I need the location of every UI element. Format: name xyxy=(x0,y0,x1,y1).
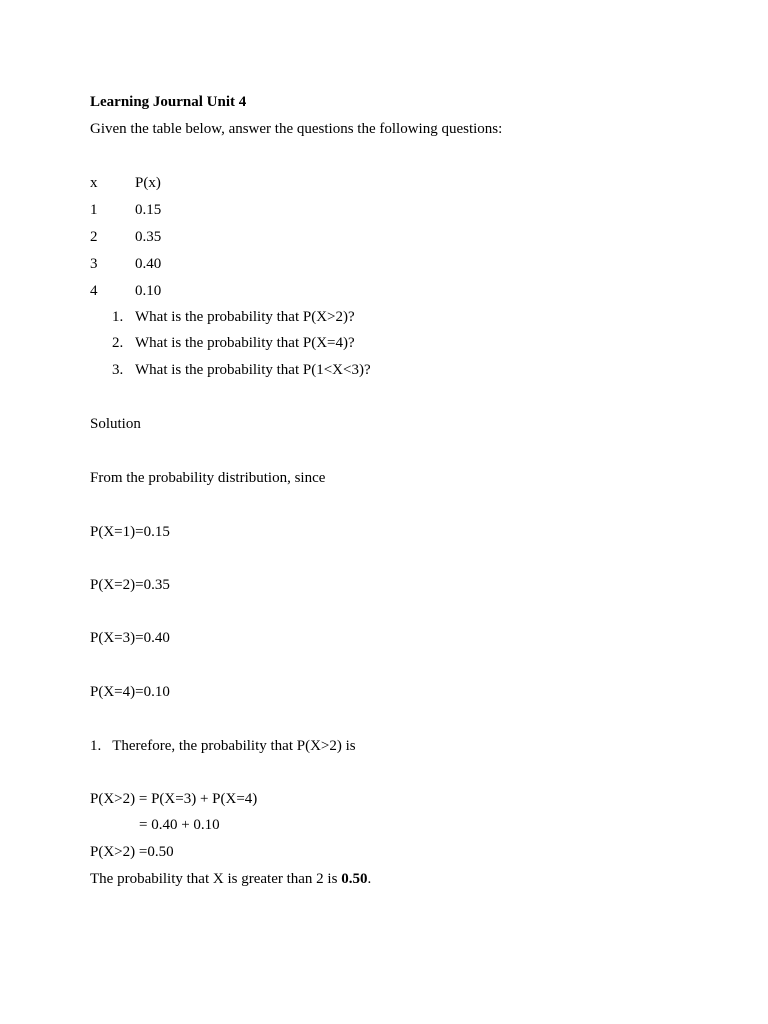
probability-line: P(X=3)=0.40 xyxy=(90,630,170,646)
table-cell: 0.35 xyxy=(135,229,162,245)
equation-line: P(X>2) = P(X=3) + P(X=4) xyxy=(90,791,258,807)
table-header-x: x xyxy=(90,175,98,191)
conclusion-value: 0.50 xyxy=(341,871,368,887)
table-row xyxy=(0,255,768,273)
page-title: Learning Journal Unit 4 xyxy=(90,94,247,110)
table-header-px: P(x) xyxy=(135,175,161,191)
question-text: What is the probability that P(X>2)? xyxy=(135,309,355,325)
question-number: 3. xyxy=(112,362,124,378)
probability-line: P(X=2)=0.35 xyxy=(90,577,170,593)
probability-line: P(X=4)=0.10 xyxy=(90,684,170,700)
intro-text: Given the table below, answer the questions the following questions: xyxy=(90,121,503,137)
solution-heading: Solution xyxy=(90,416,141,432)
question-text: What is the probability that P(1<X<3)? xyxy=(135,362,371,378)
question-number: 1. xyxy=(112,309,124,325)
conclusion-line xyxy=(90,870,371,888)
question-item xyxy=(0,308,768,326)
probability-line: P(X=1)=0.15 xyxy=(90,524,170,540)
table-cell: 3 xyxy=(90,256,98,272)
table-cell: 0.10 xyxy=(135,283,162,299)
question-item xyxy=(0,334,768,352)
table-row xyxy=(0,228,768,246)
table-cell: 0.40 xyxy=(135,256,162,272)
conclusion-suffix: . xyxy=(367,871,372,887)
solution-lead: From the probability distribution, since xyxy=(90,470,326,486)
answer-1-label: 1. Therefore, the probability that P(X>2) is xyxy=(90,738,356,754)
question-number: 2. xyxy=(112,335,124,351)
question-text: What is the probability that P(X=4)? xyxy=(135,335,355,351)
question-item xyxy=(0,361,768,379)
table-cell: 2 xyxy=(90,229,98,245)
equation-line: = 0.40 + 0.10 xyxy=(139,817,220,833)
table-cell: 4 xyxy=(90,283,98,299)
table-cell: 0.15 xyxy=(135,202,162,218)
conclusion-text: The probability that X is greater than 2 is xyxy=(90,871,342,887)
table-header xyxy=(0,174,768,192)
table-cell: 1 xyxy=(90,202,98,218)
table-row xyxy=(0,282,768,300)
table-row xyxy=(0,201,768,219)
equation-line: P(X>2) =0.50 xyxy=(90,844,174,860)
